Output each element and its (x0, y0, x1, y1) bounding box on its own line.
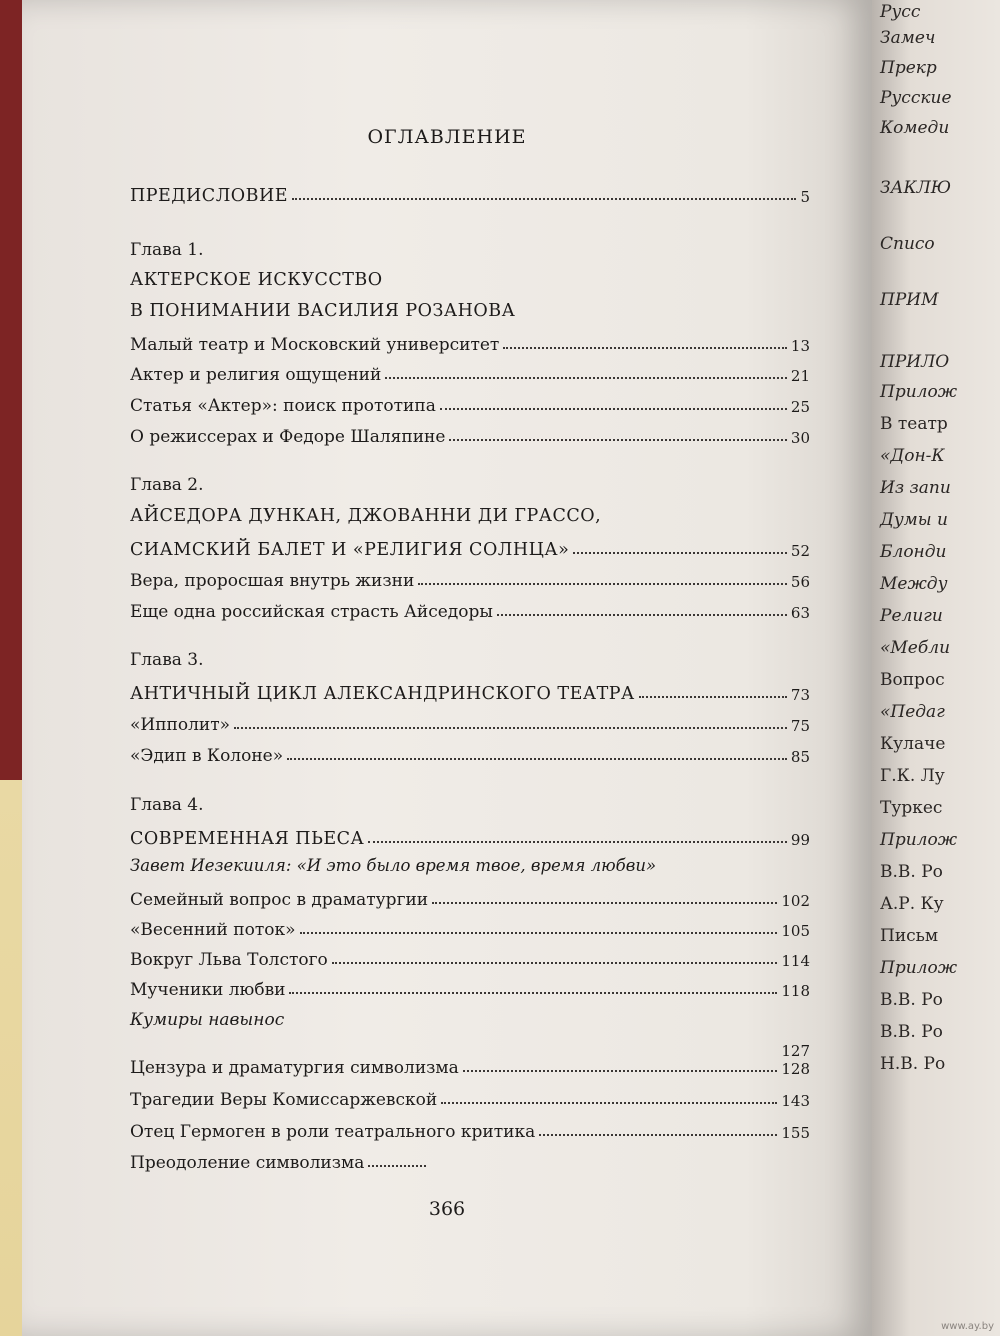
entry-label: Трагедии Веры Комиссаржевской (130, 1090, 438, 1110)
toc-entry (130, 1143, 430, 1173)
entry-page: 99 (790, 831, 810, 849)
fragment-text: Блонди (880, 542, 947, 562)
entry-label: «Ипполит» (130, 715, 231, 735)
entry-page: 85 (790, 748, 810, 766)
fragment-text: Между (880, 574, 948, 594)
fragment-text: «Педаг (880, 702, 945, 722)
entry-label: ПРЕДИСЛОВИЕ (130, 186, 289, 206)
toc-entry (130, 705, 810, 735)
fragment-text: «Дон-К (880, 446, 945, 466)
entry-label: Отец Гермоген в роли театрального критика (130, 1122, 536, 1142)
fragment-text: Вопрос (880, 670, 945, 690)
entry-label: Мученики любви (130, 980, 286, 1000)
entry-page: 105 (781, 922, 810, 940)
leader-dots (573, 551, 787, 554)
entry-page: 30 (790, 429, 810, 447)
toc-entry (130, 386, 810, 416)
leader-space (288, 1021, 806, 1024)
leader-dots (300, 931, 778, 934)
leader-dots (440, 407, 787, 410)
fragment-text: Прекр (880, 58, 937, 78)
fragment-text: Письм (880, 926, 939, 946)
entry-page: 5 (800, 188, 810, 206)
leader-dots (418, 582, 787, 585)
fragment-text: Религи (880, 606, 943, 626)
fragment-text: В.В. Ро (880, 862, 943, 882)
fragment-text: Комеди (880, 118, 950, 138)
fragment-text: А.Р. Ку (880, 894, 944, 914)
chapter-heading: АЙСЕДОРА ДУНКАН, ДЖОВАННИ ДИ ГРАССО, (130, 506, 602, 526)
entry-label: Еще одна российская страсть Айседоры (130, 602, 493, 622)
entry-label: Вера, проросшая внутрь жизни (130, 571, 415, 591)
chapter-label: Глава 1. (130, 240, 204, 260)
entry-label: АНТИЧНЫЙ ЦИКЛ АЛЕКСАНДРИНСКОГО ТЕАТРА (130, 684, 635, 704)
chapter-label: Глава 4. (130, 795, 204, 815)
leader-dots (368, 1164, 426, 1167)
fragment-text: Н.В. Ро (880, 1054, 946, 1074)
entry-page: 52 (790, 542, 810, 560)
leader-dots (539, 1133, 777, 1136)
chapter-heading: АКТЕРСКОЕ ИСКУССТВО (130, 270, 383, 290)
entry-label: Актер и религия ощущений (130, 365, 382, 385)
leader-dots (639, 695, 787, 698)
leader-dots (503, 346, 787, 349)
fragment-text: В.В. Ро (880, 990, 943, 1010)
fragment-text: ПРИМ (880, 290, 939, 310)
toc-entry (130, 1080, 810, 1110)
leader-dots (441, 1101, 777, 1104)
left-page (22, 0, 872, 1336)
fragment-text: Замеч (880, 28, 936, 48)
entry-page: 25 (790, 398, 810, 416)
fragment-text: Кулаче (880, 734, 946, 754)
toc-entry (130, 592, 810, 622)
fragment-text: Списо (880, 234, 935, 254)
toc-entry (130, 325, 810, 355)
fragment-text: Русские (880, 88, 952, 108)
leader-dots (287, 757, 787, 760)
entry-page: 56 (790, 573, 810, 591)
toc-entry (130, 819, 810, 849)
leader-dots (449, 438, 786, 441)
entry-label: О режиссерах и Федоре Шаляпине (130, 427, 446, 447)
page-number: 366 (428, 1198, 466, 1220)
leader-dots (332, 961, 778, 964)
toc-entry (130, 530, 810, 560)
entry-label: Семейный вопрос в драматургии (130, 890, 429, 910)
entry-label: СИАМСКИЙ БАЛЕТ И «РЕЛИГИЯ СОЛНЦА» (130, 540, 570, 560)
toc-entry (130, 880, 810, 910)
subsection-title: Кумиры навынос (130, 1010, 285, 1030)
entry-page: 118 (781, 982, 810, 1000)
entry-page: 102 (781, 892, 810, 910)
fragment-text: ПРИЛО (880, 352, 950, 372)
book-cover-edge (0, 0, 22, 1336)
toc-entry (130, 674, 810, 704)
entry-label: «Эдип в Колоне» (130, 746, 284, 766)
leader-dots (368, 840, 787, 843)
entry-page: 155 (781, 1124, 810, 1142)
toc-entry (130, 561, 810, 591)
entry-page: 127 (781, 1042, 810, 1060)
fragment-text: Из запи (880, 478, 951, 498)
fragment-text: Прилож (880, 382, 958, 402)
leader-dots (432, 901, 777, 904)
leader-dots (234, 726, 787, 729)
leader-dots (463, 1069, 778, 1072)
chapter-label: Глава 3. (130, 650, 204, 670)
toc-entry (130, 940, 810, 970)
entry-page: 143 (781, 1092, 810, 1110)
toc-entry-preface (130, 176, 810, 206)
fragment-text: Русс (880, 2, 921, 22)
fragment-text: В театр (880, 414, 948, 434)
leader-dots (289, 991, 777, 994)
entry-page: 114 (781, 952, 810, 970)
fragment-text: Прилож (880, 958, 958, 978)
entry-page: 73 (790, 686, 810, 704)
entry-label: Вокруг Льва Толстого (130, 950, 328, 970)
toc-entry (130, 1048, 810, 1078)
toc-entry (130, 1000, 810, 1030)
entry-page: 128 (781, 1060, 810, 1078)
chapter-label: Глава 2. (130, 475, 204, 495)
leader-dots (497, 613, 787, 616)
entry-page: 21 (790, 367, 810, 385)
fragment-text: «Мебли (880, 638, 951, 658)
entry-page: 13 (790, 337, 810, 355)
fragment-text: ЗАКЛЮ (880, 178, 952, 198)
toc-entry (130, 910, 810, 940)
fragment-text: Г.К. Лу (880, 766, 945, 786)
toc-title: ОГЛАВЛЕНИЕ (367, 126, 527, 148)
entry-label: СОВРЕМЕННАЯ ПЬЕСА (130, 829, 365, 849)
fragment-text: В.В. Ро (880, 1022, 943, 1042)
watermark: www.ay.by (941, 1321, 994, 1332)
entry-label: Цензура и драматургия символизма (130, 1058, 459, 1078)
right-page-edge (872, 0, 1000, 1336)
toc-entry (130, 970, 810, 1000)
toc-entry (130, 1112, 810, 1142)
fragment-text: Туркес (880, 798, 943, 818)
fragment-text: Прилож (880, 830, 958, 850)
entry-label: Малый театр и Московский университет (130, 335, 500, 355)
toc-entry (130, 355, 810, 385)
entry-label: «Весенний поток» (130, 920, 296, 940)
entry-page: 63 (790, 604, 810, 622)
entry-label: Преодоление символизма (130, 1153, 365, 1173)
toc-entry (130, 736, 810, 766)
leader-dots (292, 197, 796, 200)
entry-page: 75 (790, 717, 810, 735)
toc-entry (130, 417, 810, 447)
fragment-text: Думы и (880, 510, 948, 530)
leader-dots (385, 376, 787, 379)
chapter-heading: В ПОНИМАНИИ ВАСИЛИЯ РОЗАНОВА (130, 301, 516, 321)
subsection-title: Завет Иезекииля: «И это было время твое, время любви» (130, 856, 657, 875)
entry-label: Статья «Актер»: поиск прототипа (130, 396, 436, 416)
